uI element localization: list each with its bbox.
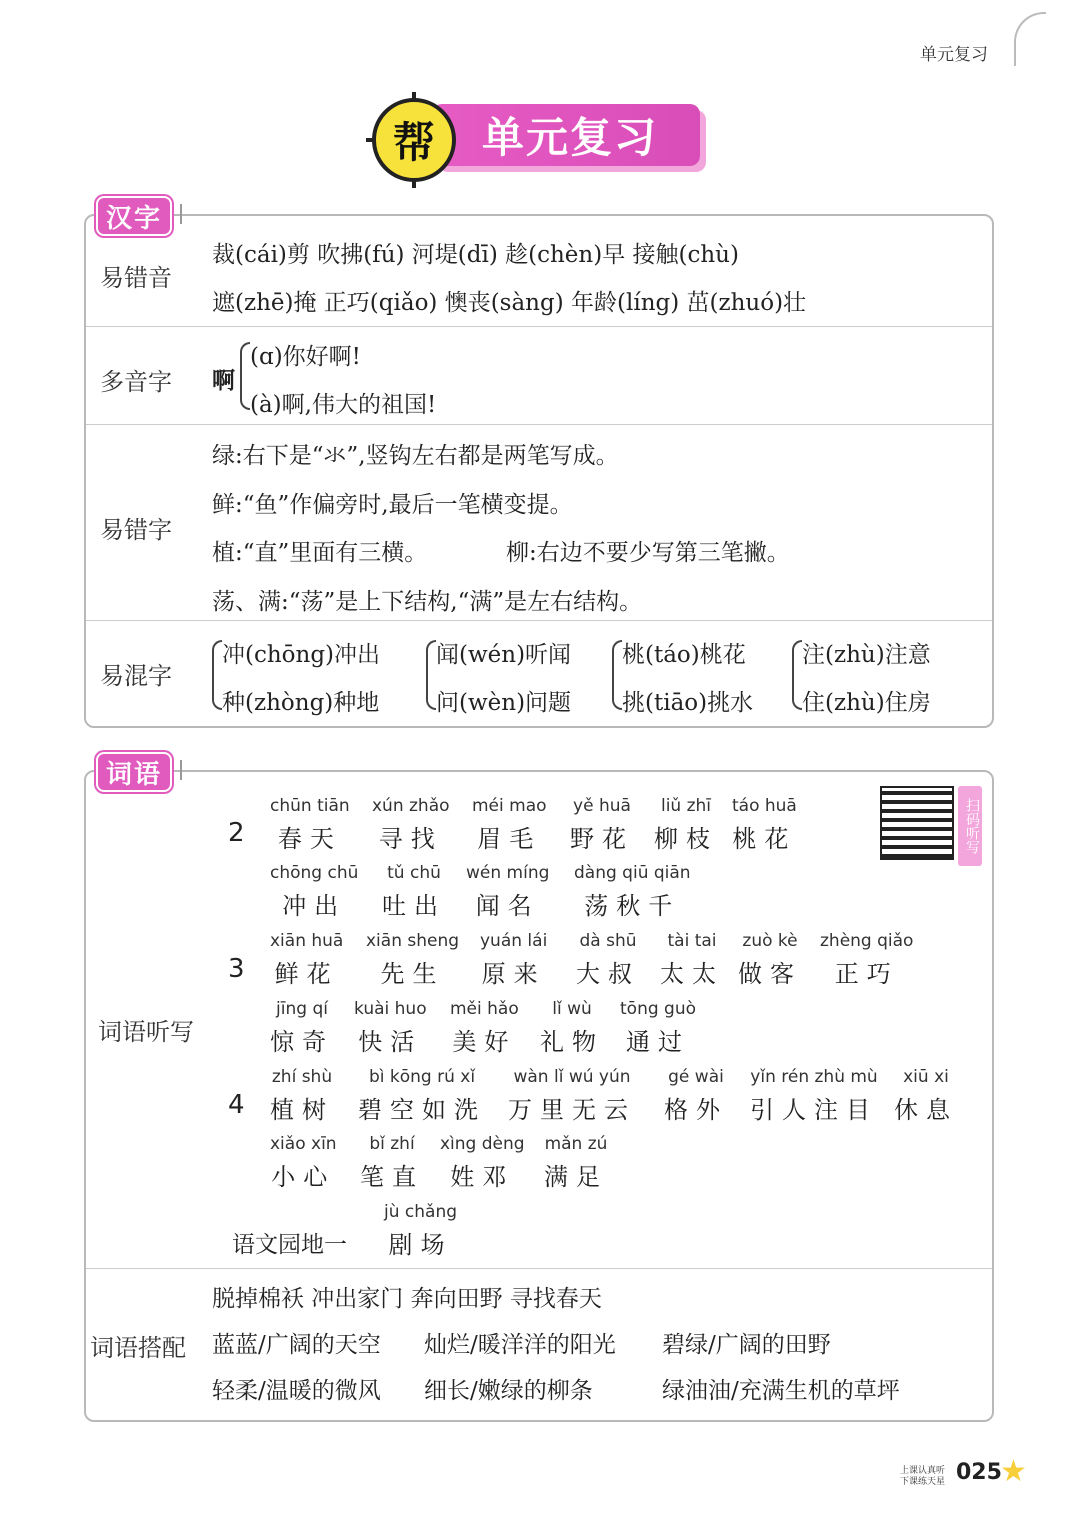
dapei-line-2c: 碧绿/广阔的田野 — [662, 1332, 831, 1358]
brace — [212, 640, 222, 710]
dapei-line-1: 脱掉棉袄 冲出家门 奔向田野 寻找春天 — [212, 1286, 602, 1312]
vocab-word: mǎn zú 满足 — [544, 1134, 608, 1191]
cuoyin-line-2: 遮(zhē)掩 正巧(qiǎo) 懊丧(sàng) 年龄(líng) 茁(zhuó)壮 — [212, 290, 807, 316]
vocab-word: kuài huo 快活 — [354, 999, 427, 1056]
lesson-number: 2 — [228, 818, 245, 848]
vocab-word: měi hǎo 美好 — [450, 999, 519, 1056]
cuozi-line-2: 鲜:“鱼”作偏旁时,最后一笔横变提。 — [212, 492, 573, 518]
dapei-line-3b: 细长/嫩绿的柳条 — [424, 1378, 593, 1404]
dapei-line-3c: 绿油油/充满生机的草坪 — [662, 1378, 900, 1404]
lesson-number: 4 — [228, 1090, 245, 1120]
duoyin-label: 多音字 — [100, 368, 172, 396]
cuoyin-label: 易错音 — [100, 264, 172, 292]
vocab-word: dà shū 大叔 — [576, 931, 640, 988]
hunzi-4a: 注(zhù)注意 — [802, 642, 931, 668]
tab-marker — [180, 204, 188, 224]
vocab-word: wén míng 闻名 — [466, 863, 550, 920]
vocab-word: xiān huā 鲜花 — [270, 931, 344, 988]
page-number: 025 — [956, 1460, 1002, 1485]
hunzi-1a: 冲(chōng)冲出 — [222, 642, 381, 668]
vocab-word: bì kōng rú xǐ 碧空如洗 — [358, 1067, 486, 1124]
vocab-word: tǔ chū 吐出 — [382, 863, 446, 920]
hunzi-label: 易混字 — [100, 662, 172, 690]
hunzi-2b: 问(wèn)问题 — [436, 690, 572, 716]
cuozi-label: 易错字 — [100, 516, 172, 544]
vocab-word: chūn tiān 春天 — [270, 796, 350, 853]
vocab-word: chōng chū 冲出 — [270, 863, 359, 920]
dapei-label: 词语搭配 — [90, 1334, 186, 1362]
footer-slogan: 上课认真听 下课练天星 — [900, 1466, 946, 1487]
brace — [792, 640, 802, 710]
vocab-word: xiū xi 休息 — [894, 1067, 958, 1124]
tab-marker — [180, 760, 188, 780]
title-banner — [372, 98, 712, 172]
hunzi-3b: 挑(tiāo)挑水 — [622, 690, 754, 716]
vocab-word: yǐn rén zhù mù 引人注目 — [750, 1067, 878, 1124]
banner-title: 单元复习 — [432, 104, 700, 166]
corner-decoration — [1014, 12, 1046, 66]
ciyu-tab: 词语 — [96, 752, 172, 792]
vocab-word: yě huā 野花 — [570, 796, 634, 853]
dapei-line-3a: 轻柔/温暖的微风 — [212, 1378, 381, 1404]
hunzi-2a: 闻(wén)听闻 — [436, 642, 572, 668]
vocab-word: liǔ zhī 柳枝 — [654, 796, 718, 853]
cuoyin-line-1: 裁(cái)剪 吹拂(fú) 河堤(dī) 趁(chèn)早 接触(chù) — [212, 242, 739, 268]
vocab-word: jīng qí 惊奇 — [270, 999, 334, 1056]
hanzi-tab: 汉字 — [96, 196, 172, 236]
vocab-word: jù chǎng 剧场 — [384, 1202, 458, 1259]
duoyin-line-2: (à)啊,伟大的祖国! — [250, 392, 437, 418]
star-icon: ★ — [1000, 1454, 1027, 1489]
vocab-word: xìng dèng 姓邓 — [440, 1134, 525, 1191]
row-divider — [86, 326, 992, 327]
cuozi-line-3b: 柳:右边不要少写第三笔撇。 — [506, 540, 790, 566]
dapei-line-2b: 灿烂/暖洋洋的阳光 — [424, 1332, 616, 1358]
lesson-number: 3 — [228, 954, 245, 984]
vocab-word: xún zhǎo 寻找 — [372, 796, 450, 853]
vocab-word: zuò kè 做客 — [738, 931, 802, 988]
duoyin-line-1: (ɑ)你好啊! — [250, 344, 361, 370]
vocab-word: xiǎo xīn 小心 — [270, 1134, 337, 1191]
vocab-word: wàn lǐ wú yún 万里无云 — [508, 1067, 636, 1124]
vocab-word: bǐ zhí 笔直 — [360, 1134, 424, 1191]
vocab-word: zhèng qiǎo 正巧 — [820, 931, 914, 988]
dapei-line-2a: 蓝蓝/广阔的天空 — [212, 1332, 381, 1358]
cuozi-line-3a: 植:“直”里面有三横。 — [212, 540, 428, 566]
vocab-word: zhí shù 植树 — [270, 1067, 334, 1124]
hunzi-3a: 桃(táo)桃花 — [622, 642, 746, 668]
vocab-word: tài tai 太太 — [660, 931, 724, 988]
qr-tag: 扫码听写 — [958, 786, 982, 866]
section-label: 单元复习 — [920, 45, 988, 65]
vocab-word: xiān sheng 先生 — [366, 931, 460, 988]
cuozi-line-4: 荡、满:“荡”是上下结构,“满”是左右结构。 — [212, 589, 643, 615]
brace — [612, 640, 622, 710]
vocab-word: dàng qiū qiān 荡秋千 — [574, 863, 691, 920]
vocab-word: tōng guò 通过 — [620, 999, 697, 1056]
vocab-word: méi mao 眉毛 — [472, 796, 547, 853]
brace — [240, 342, 250, 410]
row-divider — [86, 620, 992, 621]
row-divider — [86, 1268, 992, 1269]
vocab-word: yuán lái 原来 — [480, 931, 548, 988]
brace — [426, 640, 436, 710]
tingxie-label: 词语听写 — [98, 1018, 194, 1046]
qr-code[interactable] — [880, 786, 954, 860]
duoyin-char: 啊 — [212, 367, 235, 394]
badge-icon: 帮 — [372, 98, 456, 182]
lesson-name: 语文园地一 — [232, 1232, 347, 1258]
cuozi-line-1: 绿:右下是“氺”,竖钩左右都是两笔写成。 — [212, 443, 619, 469]
hunzi-4b: 住(zhù)住房 — [802, 690, 931, 716]
vocab-word: táo huā 桃花 — [732, 796, 797, 853]
hunzi-1b: 种(zhòng)种地 — [222, 690, 380, 716]
vocab-word: lǐ wù 礼物 — [540, 999, 604, 1056]
row-divider — [86, 424, 992, 425]
vocab-word: gé wài 格外 — [664, 1067, 728, 1124]
